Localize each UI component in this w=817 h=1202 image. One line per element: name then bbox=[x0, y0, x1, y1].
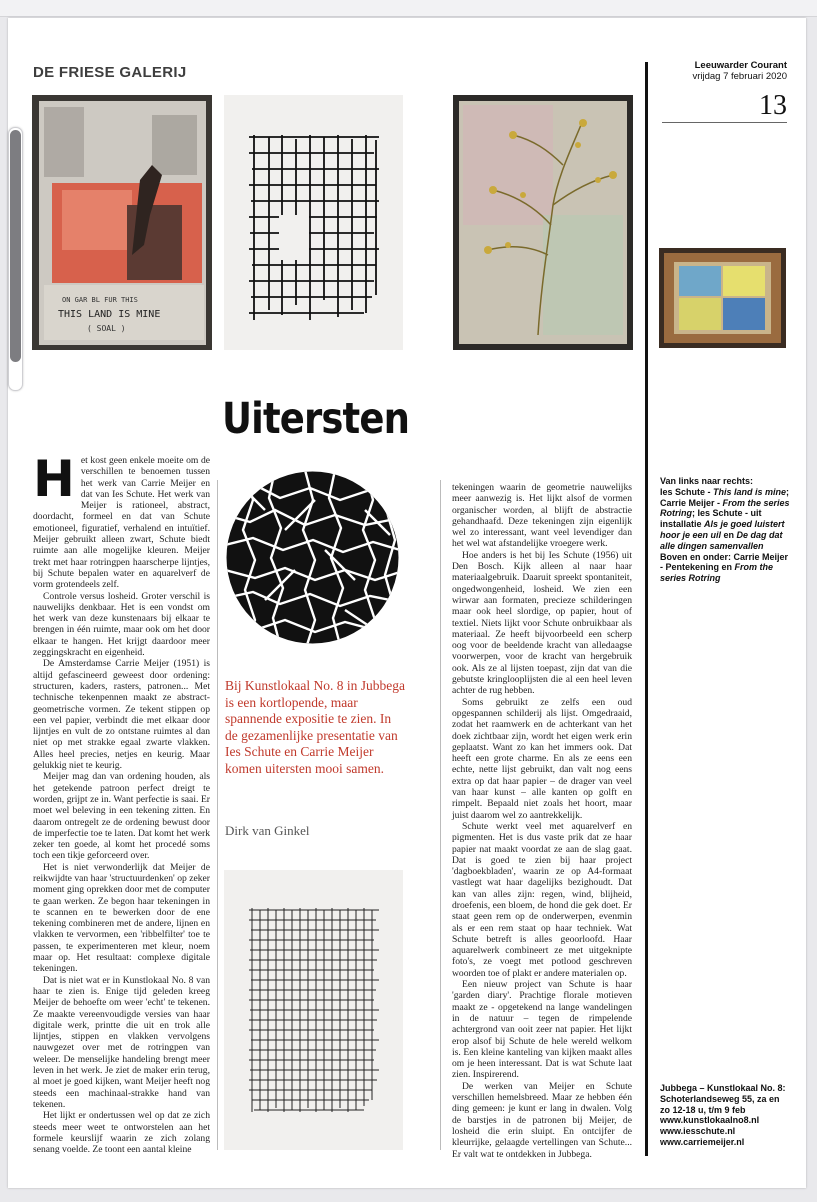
issue-date: vrijdag 7 februari 2020 bbox=[692, 71, 787, 82]
caption-work-title: From the series Rotring bbox=[660, 562, 774, 584]
viewer-toolbar bbox=[0, 0, 817, 17]
artwork-inscription-1: ON GAR BL FUR THIS bbox=[62, 296, 138, 304]
paragraph: De Amsterdamse Carrie Meijer (1951) is altijd gefascineerd geweest door ordening: structuren, kaders, rasters, patronen... Met technische tekenpennen maakt ze abstract-geometrische vormen. Ze tekent stippen op een vel papier, verbindt die met elkaar door lijntjes en vult de zo ontstane ruimtes al dan niet op met strakke egaal zwarte vlakken. Alles heel precies, netjes en keurig. Maar gelukkig niet te keurig. bbox=[33, 658, 210, 772]
page-number: 13 bbox=[759, 90, 787, 121]
caption-work-title: This land is mine bbox=[713, 486, 787, 497]
article-lead: Bij Kunstlokaal No. 8 in Jubbega is een kortlopende, maar spannende expositie te zien. In de gezamenlijke presentatie van Ies Schute en Carrie Meijer komen uitersten mooi samen. bbox=[225, 678, 405, 776]
article-title: Uitersten bbox=[222, 394, 410, 444]
article-author: Dirk van Ginkel bbox=[225, 823, 310, 838]
column-divider bbox=[217, 480, 218, 1150]
paragraph: Controle versus losheid. Groter verschil is nauwelijks denkbaar. Het is een vondst om het werk van deze kunstenaars bij elkaar te brengen in één ruimte, maar ook om het door elkaar te hangen. Het krijgt daardoor meer zeggingskracht en eigenheid. bbox=[33, 590, 210, 659]
paper-name: Leeuwarder Courant bbox=[694, 60, 787, 71]
paragraph: Soms gebruikt ze zelfs een oud opgespannen schilderij als lijst. Omgedraaid, zodat het raamwerk en de achterkant van het doek zichtbaar zijn, wordt het eigen werk erin geplaatst. Want zo kan het immers ook. Dat heeft een grote charme. En als ze eens een echte, nette lijst gebruikt, dan valt nog eens extra op dat haar papier – de drager van veel van haar kunst – alle kanten op golft en rimpelt. Bepaald niet zoals het hoort, maar juist daarom wel zo aantrekkelijk. bbox=[452, 696, 632, 821]
info-link-iesschute[interactable]: www.iesschute.nl bbox=[660, 1126, 736, 1137]
paragraph: et kost geen enkele moeite om de verschillen te benoemen tussen het werk van Carrie Meijer en dat van Ies Schute. Het werk van Meijer is rationeel, abstract, doordacht, formeel en dat van Schute emotioneel, figuratief, verhalend en intuïtief. Meijer gebruikt alleen zwart, Schute biedt ruimte aan alle mogelijke kleuren. Meijer trekt met haar rotringpen haarscherpe lijntjes, bij Schute bepalen water en aquarelverf de vorm grotendeels zelf. bbox=[33, 455, 210, 591]
caption-text: en bbox=[721, 529, 737, 540]
caption-work-title: From the series Rotring bbox=[660, 497, 790, 519]
caption-text: Carrie Meijer - bbox=[660, 497, 723, 508]
artwork-inscription-3: ( SOAL ) bbox=[87, 324, 126, 333]
caption-text: Ies Schute - bbox=[660, 486, 714, 497]
paragraph: Hoe anders is het bij Ies Schute (1956) uit Den Bosch. Kijk alleen al naar haar materiaalgebruik. Daaruit spreekt spontaniteit, ongedwongenheid, losheid. We zien een wirwar aan formaten, precieze schilderingen maar ook heel slordige, op papier, hout of textiel. Niets lijkt voor Schute onbruikbaar als materiaal. Ze heeft bijvoorbeeld een scherp oog voor de beeldende kracht van alledaagse voorwerpen, voor de kracht van hergebruik ook. Als ze al lijsten toepast, zijn dat van die gebutste kringlooplijsten die al een heel leven achter de rug hebben. bbox=[452, 549, 632, 697]
caption-work-title: De dag dat alle dingen samenvallen bbox=[660, 529, 783, 551]
paragraph: Een nieuw project van Schute is haar 'garden diary'. Prachtige florale motieven maakt ze - opgetekend na lange wandelingen in de natuur – tegen de rimpelende achtergrond van ooit zeer nat papier. Het lijkt erop alsof bij Schute de hele wereld welkom is. Een kleine kanteling van kijken maakt alles om je heen interessant. Dat is wat Schute laat zien. Inspirerend. bbox=[452, 979, 632, 1081]
info-link-carriemeijer[interactable]: www.carriemeijer.nl bbox=[660, 1136, 745, 1147]
scrollbar[interactable] bbox=[8, 127, 23, 391]
article-column-1 bbox=[33, 450, 210, 1156]
artwork-framed-installation bbox=[659, 248, 786, 348]
info-venue: Jubbega – Kunstlokaal No. 8: bbox=[660, 1083, 786, 1093]
caption-text: ; Ies Schute - uit installatie bbox=[660, 508, 762, 530]
info-link-kunstlokaal[interactable]: www.kunstlokaalno8.nl bbox=[660, 1115, 760, 1126]
artwork-inscription-2: THIS LAND IS MINE bbox=[58, 309, 161, 320]
artwork-rotring-grid-top bbox=[224, 95, 403, 350]
artwork-rotring-grid-bottom bbox=[224, 870, 403, 1150]
image-caption bbox=[660, 476, 792, 584]
paragraph: Dat is niet wat er in Kunstlokaal No. 8 van haar te zien is. Enige tijd geleden kreeg Meijer de behoefte om weer 'echt' te tekenen. Ze maakte vereenvoudigde versies van haar digitale werk, printte die uit en trok alle lijntjes, stippen en vlakken vervolgens nauwgezet over met de rotringpen van weleer. De menselijke handeling brengt meer leven in het werk. Je ziet de maker erin terug, al moet je goed kijken, want Meijer heeft nog steeds een machinaal-strakke hand van tekenen. bbox=[33, 974, 210, 1110]
paragraph: Meijer mag dan van ordening houden, als het getekende patroon perfect dreigt te worden, grijpt ze in. Want perfectie is saai. Er moet wel beleving in een tekening zitten. En daarom ontregelt ze de ordening bewust door de imperfectie toe te laten. Dat komt het werk zeker ten goede, al komt het procedé soms toch een tikje geforceerd over. bbox=[33, 771, 210, 862]
artwork-this-land-is-mine bbox=[32, 95, 212, 350]
paragraph: Het is niet verwonderlijk dat Meijer de reikwijdte van haar 'structuurdenken' op zeker moment ging oprekken door met de computer te gaan werken. Ze begon haar tekeningen in te scannen en te bewerken door de ene tekening combineren met de andere, lijnen en vlakken te vervormen, een 'ribbelfilter' toe te passen, te experimenteren met kleur, noem maar op. Het resultaat: complexe digitale tekeningen. bbox=[33, 861, 210, 975]
paragraph: De werken van Meijer en Schute verschillen hemelsbreed. Maar ze hebben één ding gemeen: je kunt er lang in dwalen. Volg de barstjes in de patronen bij Meijer, de losheid die erin sluipt. En ontcijfer de kleurrijke, gelaagde vertellingen van Schute... Er valt wat te ontdekken in Jubbega. bbox=[452, 1080, 632, 1160]
section-title: DE FRIESE GALERIJ bbox=[33, 64, 187, 81]
masthead bbox=[640, 60, 787, 82]
paragraph: tekeningen waarin de geometrie nauwelijks meer aanwezig is. Het lijkt alsof de vormen organischer worden, al blijft de abstractie gehandhaafd. Deze tekeningen zijn eigenlijk wel zo interessant, want veel levendiger dan het wel wat afstandelijke vroegere werk. bbox=[452, 482, 632, 550]
scrollbar-thumb[interactable] bbox=[10, 130, 21, 362]
artwork-garden-diary bbox=[453, 95, 633, 350]
paragraph: Schute werkt veel met aquarelverf en pigmenten. Het is dus vaste prik dat ze haar papier nat maakt voordat ze aan de slag gaat. Dat is goed te zien bij haar project 'dagboekbladen', waarin ze op A4-formaat vastlegt wat haar dagelijks bezighoudt. Dat kan van alles zijn: regen, wind, blijheid, droefenis, een bloem, de hond die gek doet. Er staat geen rem op de onderwerpen, evenmin als er een rem staat op haar techniek. Wat Schute betreft is alles geoorloofd. Haar aquarelwerk combineert ze met uitgeknipte foto's, ze voegt met potlood geschreven woorden toe of plakt er andere materialen op. bbox=[452, 820, 632, 979]
drop-cap: H bbox=[33, 450, 75, 508]
caption-work-title: Als je goed luistert hoor je een uil bbox=[660, 519, 785, 540]
column-divider bbox=[440, 480, 441, 1150]
info-address: Schoterlandseweg 55, za en bbox=[660, 1093, 780, 1104]
article-column-3 bbox=[452, 482, 632, 1160]
caption-text: Boven en onder: Carrie Meijer - Pentekening en bbox=[660, 551, 789, 573]
caption-text: ; bbox=[786, 486, 790, 497]
page-number-rule bbox=[662, 122, 787, 123]
artwork-circle-pen-drawing bbox=[225, 470, 400, 645]
column-divider-bold bbox=[645, 62, 648, 1156]
exhibition-info bbox=[660, 1083, 792, 1148]
caption-intro: Van links naar rechts: bbox=[660, 476, 754, 486]
paragraph: Het lijkt er ondertussen wel op dat ze zich steeds meer weet te ontworstelen aan het formele keurslijf waarin ze zich zolang senang voelde. Ze toont een aantal kleine bbox=[33, 1110, 210, 1156]
info-hours: zo 12-18 u, t/m 9 feb bbox=[660, 1104, 746, 1115]
